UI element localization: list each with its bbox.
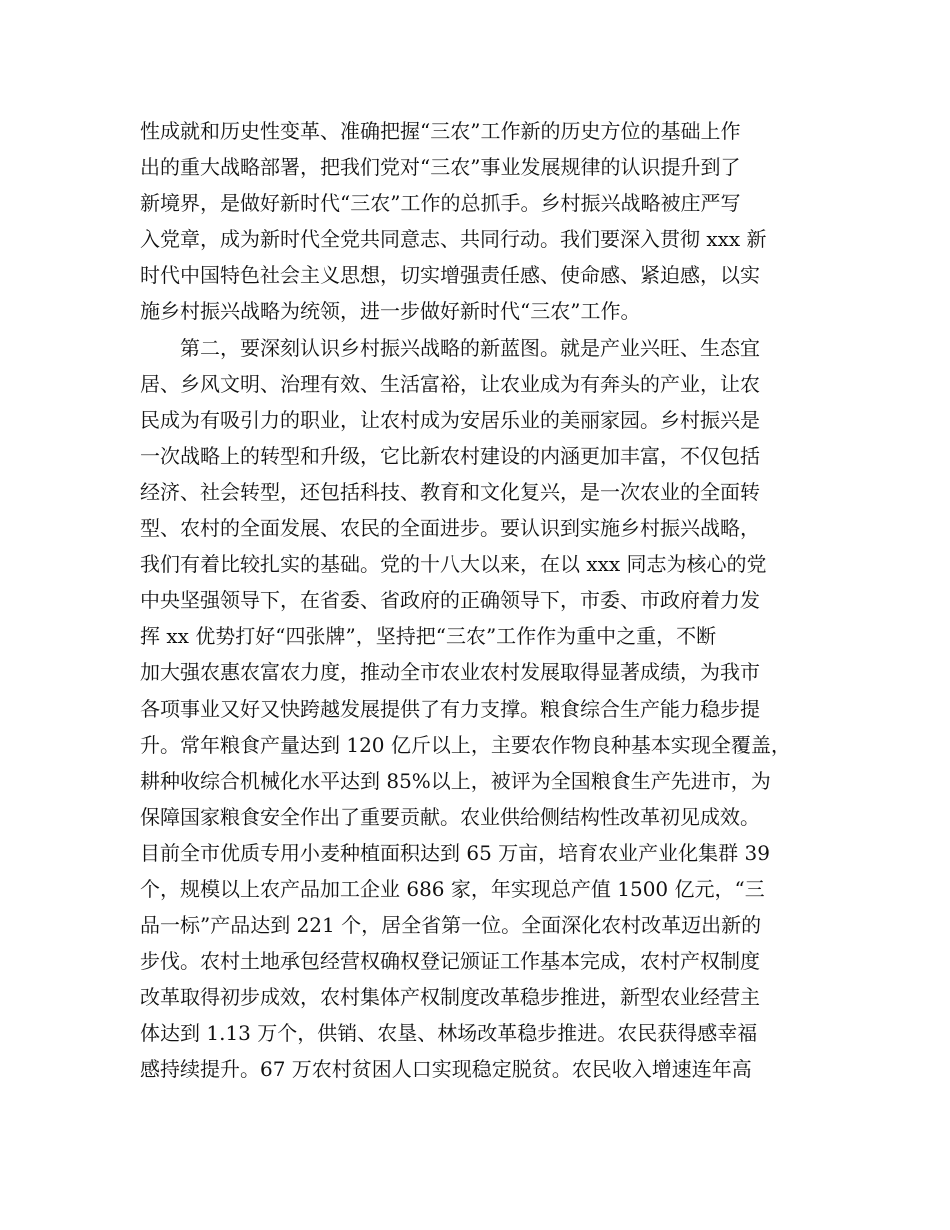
text-line: 各项事业又好又快跨越发展提供了有力支撑。粮食综合生产能力稳步提 xyxy=(140,696,760,721)
text-line: 一次战略上的转型和升级，它比新农村建设的内涵更加丰富，不仅包括 xyxy=(140,443,760,468)
text-line: 感持续提升。67 万农村贫困人口实现稳定脱贫。农民收入增速连年高 xyxy=(140,1057,752,1082)
text-line: 耕种收综合机械化水平达到 85%以上，被评为全国粮食生产先进市，为 xyxy=(140,768,771,793)
text-line: 性成就和历史性变革、准确把握“三农”工作新的历史方位的基础上作 xyxy=(140,119,741,143)
text-line: 型、农村的全面发展、农民的全面进步。要认识到实施乡村振兴战略， xyxy=(140,516,760,541)
text-line: 第二，要深刻认识乡村振兴战略的新蓝图。就是产业兴旺、生态宜 xyxy=(180,335,760,360)
text-line: 升。常年粮食产量达到 120 亿斤以上，主要农作物良种基本实现全覆盖， xyxy=(140,732,791,757)
text-line: 施乡村振兴战略为统领，进一步做好新时代“三农”工作。 xyxy=(140,299,641,324)
text-line: 保障国家粮食安全作出了重要贡献。农业供给侧结构性改革初见成效。 xyxy=(140,804,760,829)
text-line: 挥 xx 优势打好“四张牌”，坚持把“三农”工作作为重中之重，不断 xyxy=(140,624,717,649)
text-line: 经济、社会转型，还包括科技、教育和文化复兴，是一次农业的全面转 xyxy=(140,479,760,504)
text-line: 居、乡风文明、治理有效、生活富裕，让农业成为有奔头的产业，让农 xyxy=(140,371,760,396)
text-line: 改革取得初步成效，农村集体产权制度改革稳步推进，新型农业经营主 xyxy=(140,985,760,1010)
text-line: 步伐。农村土地承包经营权确权登记颁证工作基本完成，农村产权制度 xyxy=(140,949,760,974)
paragraph-1 xyxy=(140,113,830,330)
text-line: 新境界，是做好新时代“三农”工作的总抓手。乡村振兴战略被庄严写 xyxy=(140,191,741,216)
text-line: 品一标”产品达到 221 个，居全省第一位。全面深化农村改革迈出新的 xyxy=(140,913,762,938)
text-line: 出的重大战略部署，把我们党对“三农”事业发展规律的认识提升到了 xyxy=(140,155,741,180)
text-line: 个，规模以上农产品加工企业 686 家，年实现总产值 1500 亿元，“三 xyxy=(140,876,765,901)
text-line: 时代中国特色社会主义思想，切实增强责任感、使命感、紧迫感，以实 xyxy=(140,263,760,288)
text-line: 我们有着比较扎实的基础。党的十八大以来，在以 xxx 同志为核心的党 xyxy=(140,552,767,577)
text-line: 入党章，成为新时代全党共同意志、共同行动。我们要深入贯彻 xxx 新 xyxy=(140,227,767,252)
body-text xyxy=(140,113,830,1088)
text-line: 民成为有吸引力的职业，让农村成为安居乐业的美丽家园。乡村振兴是 xyxy=(140,407,760,432)
text-line: 中央坚强领导下，在省委、省政府的正确领导下，市委、市政府着力发 xyxy=(140,588,760,613)
text-line: 体达到 1.13 万个，供销、农垦、林场改革稳步推进。农民获得感幸福 xyxy=(140,1021,758,1046)
paragraph-2 xyxy=(140,330,830,1088)
text-line: 目前全市优质专用小麦种植面积达到 65 万亩，培育农业产业化集群 39 xyxy=(140,840,770,865)
text-line: 加大强农惠农富农力度，推动全市农业农村发展取得显著成绩，为我市 xyxy=(140,660,760,685)
